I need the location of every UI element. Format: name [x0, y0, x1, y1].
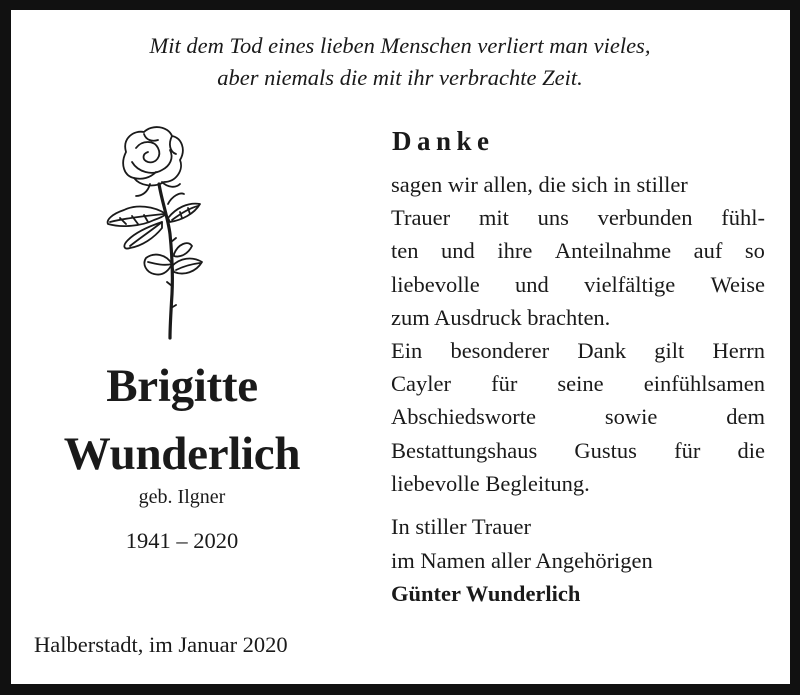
thanks-title: Danke — [392, 126, 495, 156]
thanks-word: mit — [478, 205, 509, 231]
thanks-word: Gustus — [574, 437, 637, 463]
thanks-word: Abschiedsworte — [391, 404, 536, 430]
thanks-word: ihre — [497, 238, 533, 264]
thanks-word: Herrn — [712, 338, 765, 363]
rose-icon — [96, 122, 230, 344]
thanks-word: Trauer — [391, 205, 451, 231]
thanks-line — [391, 170, 765, 200]
thanks-word: seine — [557, 371, 604, 397]
thanks-line — [391, 469, 765, 499]
thanks-word: gilt — [654, 338, 685, 363]
thanks-word: Ein — [391, 338, 423, 363]
thanks-word: verbunden — [597, 205, 693, 231]
thanks-line — [391, 369, 765, 399]
thanks-line — [391, 436, 765, 466]
deceased-years: 1941 – 2020 — [125, 528, 239, 553]
thanks-line — [391, 203, 765, 233]
thanks-word: so — [744, 238, 765, 264]
thanks-word: Cayler — [391, 371, 451, 397]
thanks-line — [391, 236, 765, 266]
thanks-word: zum Ausdruck brachten. — [391, 304, 611, 330]
thanks-word: die — [737, 437, 765, 463]
thanks-word: sagen wir allen, die sich in stiller — [391, 172, 688, 197]
thanks-word: vielfältige — [584, 271, 676, 297]
signature-line-1: In stiller Trauer — [391, 514, 531, 539]
signature-name: Günter Wunderlich — [391, 581, 581, 606]
thanks-word: uns — [537, 205, 569, 231]
motto-line-1: Mit dem Tod eines lieben Menschen verliert man vieles, — [149, 33, 651, 58]
thanks-word: dem — [726, 404, 765, 430]
signature-line-2: im Namen aller Angehörigen — [391, 548, 653, 573]
thanks-word: liebevolle Begleitung. — [391, 470, 590, 496]
thanks-word: Dank — [577, 338, 627, 363]
thanks-word: sowie — [604, 404, 658, 430]
thanks-word: ten — [391, 238, 419, 264]
thanks-word: besonderer — [450, 338, 550, 363]
thanks-word: auf — [693, 238, 723, 264]
deceased-last-name: Wunderlich — [63, 428, 301, 480]
place-date: Halberstadt, im Januar 2020 — [34, 632, 288, 657]
thanks-line — [391, 402, 765, 432]
thanks-word: fühl- — [721, 205, 765, 231]
thanks-word: für — [674, 437, 701, 463]
thanks-line — [391, 336, 765, 366]
thanks-word: Weise — [710, 271, 765, 297]
thanks-line — [391, 303, 765, 333]
thanks-word: für — [491, 371, 518, 397]
thanks-word: und — [441, 238, 475, 264]
thanks-word: Anteilnahme — [554, 238, 672, 264]
thanks-word: liebevolle — [391, 271, 480, 297]
thanks-word: Bestattungshaus — [391, 437, 538, 463]
motto-line-2: aber niemals die mit ihr verbrachte Zeit. — [217, 65, 583, 90]
thanks-word: und — [515, 271, 549, 297]
deceased-first-name: Brigitte — [106, 360, 258, 412]
thanks-line — [391, 270, 765, 300]
thanks-word: einfühlsamen — [643, 371, 765, 397]
deceased-maiden-name: geb. Ilgner — [138, 486, 226, 508]
